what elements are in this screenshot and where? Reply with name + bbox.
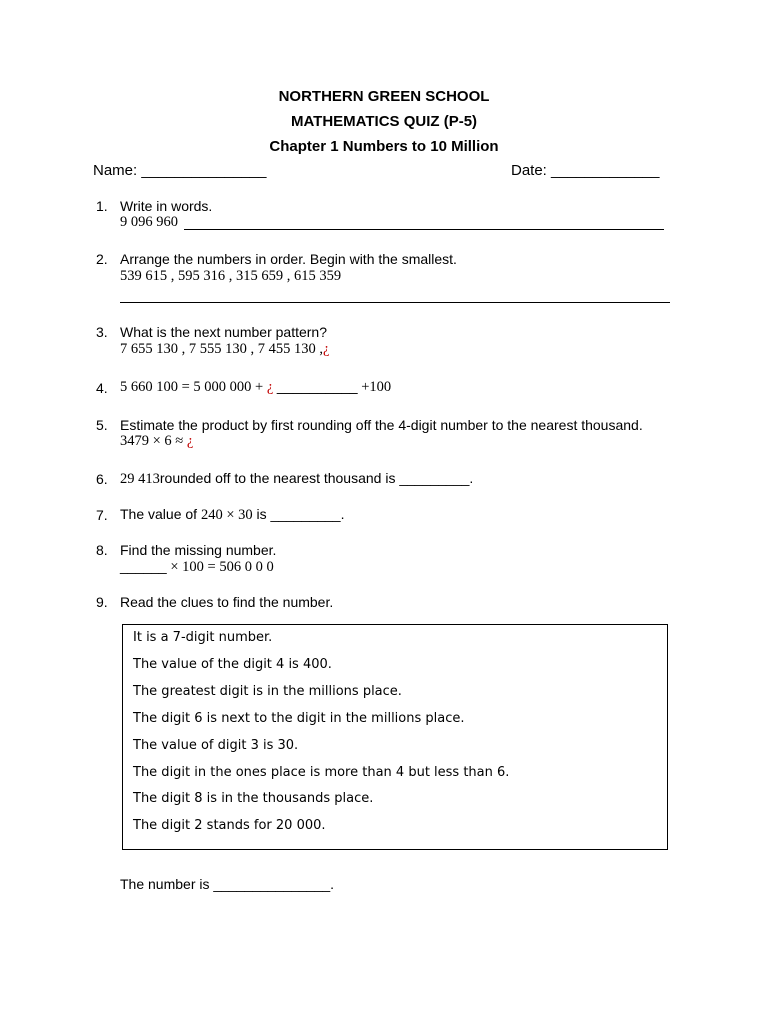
- question-number: 9.: [96, 594, 108, 610]
- clues-box: [122, 624, 668, 850]
- equation-left: 5 660 100 = 5 000 000 +: [120, 379, 267, 395]
- question-8-text: Find the missing number.: [120, 542, 277, 558]
- question-2-text: Arrange the numbers in order. Begin with the smallest.: [120, 251, 457, 267]
- date-label: Date:: [511, 162, 552, 179]
- date-field[interactable]: [511, 162, 659, 179]
- question-7-lead: The value of: [120, 506, 201, 522]
- question-3-expr: [120, 341, 329, 358]
- date-blank[interactable]: _____________: [551, 162, 660, 179]
- question-number: 1.: [96, 198, 108, 214]
- question-6-rest: rounded off to the nearest thousand is _________.: [159, 470, 474, 486]
- clue-item: The greatest digit is in the millions place.: [133, 684, 402, 699]
- question-1-text: Write in words.: [120, 198, 213, 214]
- clue-item: The value of digit 3 is 30.: [133, 738, 299, 753]
- question-7-expr: 240 × 30: [200, 507, 253, 523]
- question-number: 7.: [96, 507, 108, 523]
- question-4-expr: [120, 379, 391, 396]
- question-5-expr: [120, 433, 193, 450]
- pattern-sequence: 7 655 130 , 7 555 130 , 7 455 130 ,: [120, 341, 323, 357]
- question-9-text: Read the clues to find the number.: [120, 594, 334, 610]
- question-number: 6.: [96, 471, 108, 487]
- clue-item: The value of the digit 4 is 400.: [133, 657, 332, 672]
- school-name: NORTHERN GREEN SCHOOL: [278, 88, 490, 105]
- question-number: 3.: [96, 324, 108, 340]
- missing-marker: ¿: [323, 341, 330, 357]
- question-7-text: [120, 506, 344, 524]
- question-5-text: Estimate the product by first rounding off the 4-digit number to the nearest thousand.: [120, 417, 643, 433]
- clue-item: It is a 7-digit number.: [133, 630, 273, 645]
- question-1-expr: 9 096 960: [120, 214, 178, 230]
- question-6-number: 29 413: [120, 471, 160, 487]
- missing-marker: ¿: [266, 379, 274, 395]
- question-7-rest: is _________.: [252, 506, 345, 522]
- name-blank[interactable]: _______________: [141, 162, 267, 179]
- clue-item: The digit 8 is in the thousands place.: [133, 791, 374, 806]
- question-2-expr: 539 615 , 595 316 , 315 659 , 615 359: [120, 268, 342, 284]
- answer-line-1[interactable]: [184, 229, 664, 230]
- name-field[interactable]: [93, 162, 267, 179]
- multiplication-equation: × 100 = 506 0 0 0: [166, 559, 274, 575]
- answer-blank-8[interactable]: ______: [120, 558, 167, 574]
- clue-item: The digit 6 is next to the digit in the millions place.: [133, 711, 465, 726]
- question-8-expr: [120, 558, 274, 576]
- estimate-expression: 3479 × 6 ≈: [120, 433, 187, 449]
- missing-marker: ¿: [186, 433, 194, 449]
- clue-item: The digit in the ones place is more than 4 but less than 6.: [133, 765, 510, 780]
- clue-item: The digit 2 stands for 20 000.: [133, 818, 326, 833]
- question-3-text: What is the next number pattern?: [120, 324, 327, 340]
- answer-line-2[interactable]: [120, 302, 670, 303]
- answer-blank-4[interactable]: __________: [276, 379, 358, 395]
- chapter-title: Chapter 1 Numbers to 10 Million: [269, 138, 499, 155]
- question-number: 2.: [96, 251, 108, 267]
- question-number: 8.: [96, 542, 108, 558]
- question-number: 5.: [96, 417, 108, 433]
- question-6-text: [120, 470, 473, 488]
- question-number: 4.: [96, 380, 108, 396]
- name-label: Name:: [93, 162, 142, 179]
- quiz-title: MATHEMATICS QUIZ (P-5): [290, 113, 478, 130]
- equation-right: +100: [357, 379, 392, 395]
- answer-line-9[interactable]: The number is _______________.: [120, 876, 335, 892]
